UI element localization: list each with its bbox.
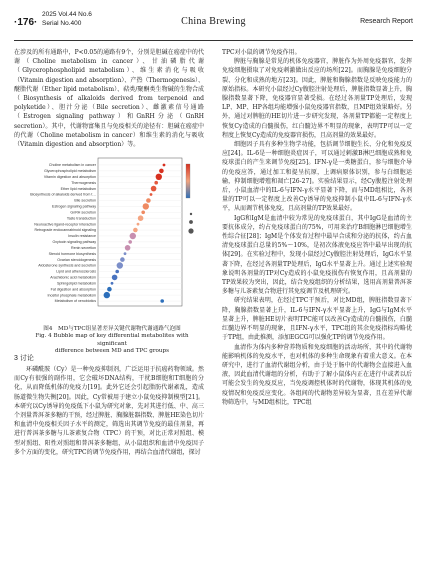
pathway-label: Oxytocin signaling pathway: [52, 240, 96, 245]
pathway-label: Sphingolipid metabolism: [57, 281, 96, 286]
pathway-label: Arachidonic acid metabolism: [50, 275, 96, 280]
paragraph-pathways: 在涉及的所有通路中，P<0.05的通路有9个，分别是胆碱在癌症中的代谢（Choline metabolism in cancer）、甘油磷脂代谢（Glycerophospholipid metabolism）、维生素消化与吸收（Vitamin digestion and absorption）、产热（Thermogenesis）、醚脂代谢（Ether lipid metabolism）、萜类/聚酮类生物碱的生物合成（Biosynthesis of alkaloids derived from terpenoid and polyketide）、胆汁分泌（Bile secretion）、雌激素信号通路（Estrogen signaling pathway）和GnRH分泌（GnRH secretion）。其中，代谢物富集且与免疫相关的途径有：胆碱在癌症中的代谢（Choline metabolism in cancer）和维生素的消化与吸收（Vitamin digestion and absorption）等。: [14, 49, 204, 149]
pathway-label: Fat digestion and absorption: [50, 287, 96, 292]
pathway-bubble: [137, 223, 140, 226]
pathway-label: Lipid and atherosclerosis: [56, 269, 96, 274]
pathway-bubble: [130, 233, 136, 239]
pathway-label: Insulin resistance: [68, 234, 96, 239]
figure-caption: [22, 326, 202, 356]
bubble-chart-figure: [14, 154, 210, 324]
pathway-label: Neuroactive ligand-receptor interaction: [34, 222, 96, 227]
pathway-bubble: [128, 240, 132, 244]
pathway-label: Metabolism of xenobiotics: [54, 299, 96, 304]
pathway-label: Thermogenesis: [71, 180, 96, 185]
pathway-label: Ether lipid metabolism: [60, 186, 96, 191]
pathway-label: Choline metabolism in cancer: [48, 163, 96, 168]
pathway-bubble: [146, 198, 151, 203]
pathway-bubble: [160, 299, 164, 303]
pathway-bubble: [141, 211, 145, 215]
pathway-label: Aldosterone synthesis and secretion: [38, 263, 96, 268]
pathway-label: Retrograde endocannabinoid signaling: [34, 228, 96, 233]
pathway-bubble: [111, 282, 114, 285]
page-number: ·176·: [14, 17, 38, 28]
chart-legend: [186, 164, 194, 234]
pathway-bubble: [117, 262, 123, 268]
report-type: Research Report: [360, 18, 413, 25]
pathway-bubble: [138, 215, 144, 221]
paragraph-r5: 研究结果表明，在经过TPC干预后，对比MD组，脾脏指数显著下降，胸腺指数显著上升，IL-6与IFN-γ水平显著上升，IgG与IgM水平显著上升，脾脏HE切片表明TPC能可以改善Cy造成的白髓损伤，白髓红髓边界不明显的现象，且IFN-γ水平，TPC组的其余免疫指标均略优于TP组，由此推测，添加EGCG可以强化TP的调节免疫作用。: [222, 297, 412, 342]
pathway-label: Renin secretion: [71, 245, 96, 250]
pathway-label: Glycerophospholipid metabolism: [44, 169, 96, 174]
pathway-bubble: [156, 174, 162, 180]
pathway-bubble: [107, 287, 112, 292]
volume-issue: 2025 Vol.44 No.6: [42, 11, 92, 18]
page-header: [14, 10, 413, 40]
pathway-label: Taste transduction: [66, 216, 96, 221]
caption-en-2: difference between MD and TPC groups: [55, 348, 169, 355]
pathway-bubble: [163, 164, 166, 167]
pathway-label: Steroid hormone biosynthesis: [48, 251, 96, 256]
caption-en-1: Fig. 4 Bubble map of key differential metabolites with significant: [35, 333, 189, 347]
pathway-bubble: [125, 245, 131, 251]
pathway-bubble: [115, 270, 119, 274]
pathway-label: Ovarian steroidogenesis: [57, 257, 96, 262]
paragraph-r1: TPC对小鼠的调节免疫作用。: [222, 49, 301, 56]
caption-cn: 图4 MD与TPC组显著差异关键代谢物代谢通路气泡图: [43, 326, 181, 332]
pathway-bubble: [150, 193, 153, 196]
pathway-bubble: [124, 252, 127, 255]
pathway-labels: [30, 163, 97, 303]
paragraph-discussion: 环磷酰胺（Cy）是一种免疫抑制剂，广泛运用于抗癌药物领域。然而Cy有很强的副作用，它会破坏DNA结构，干扰B细胞和T细胞的分化，从而降低机体的免疫力[19]。此外它还会引起脂肪代谢紊乱，造成肠道微生物失衡[20]。因此，Cy常被用于建立小鼠免疫抑制模型[21]。本研究以Cy诱导的免疫低下小鼠为研究对象，先对其进行低、中、高三个剂量普洱茶多糖的干预，经过脾脏、胸腺脏器指数、脾脏HE染色切片和血清中免疫相关因子水平的测定，筛选出其调节免疫的最佳剂量，再进行普洱茶多糖与儿茶素复合物（TPC）的干预，对比正常对照组、模型对照组、阳性对照组和普洱茶多糖组，从小鼠组织和血清中免疫因子多个方面的变化，研究TPC的调节免疫作用，再结合血清代谢组，探讨: [14, 366, 204, 456]
journal-title: China Brewing: [181, 16, 246, 27]
chart-frame: [98, 158, 182, 306]
pathway-bubble: [143, 203, 149, 209]
pathway-label: Bile secretion: [74, 198, 96, 203]
left-column-top: [14, 48, 204, 149]
section-title: 3 讨论: [14, 355, 34, 362]
header-rule: [14, 40, 413, 41]
serial-number: Serial No.400: [42, 20, 82, 27]
pathway-bubble: [151, 186, 157, 192]
paragraph-r6: 血清作为体内多种营养物质和免疫细胞的活动场所，其中的代谢物能影响机体的免疫水平，也对机体的多种生命现象有着重大意义。在本研究中，进行了血清代谢组分析，由于处于肠中的代谢物会直接进入血液，因此血清代谢组的分析，有助于了解小鼠体内正在进行中或者以后可能会发生的免疫反应，当免疫调控机体时的代谢物，体现其机体的免疫情况和免疫反应变化。各组间的代谢物差异较为显著，且在差异代谢物筛选中，与MD组相比，TPC组: [222, 343, 412, 406]
pathway-bubble: [159, 169, 164, 174]
pathway-label: Inositol phosphate metabolism: [47, 293, 96, 298]
pathway-bubble: [112, 275, 118, 281]
paragraph-r4: IgG和IgM是血清中较为常见的免疫球蛋白，其中IgG是血清的主要抗体成分，约占免疫球蛋白的75%，可用来治疗B细胞淋巴细胞增生性综合征[28]；IgM是个体发育过程中最早合成和分泌的抗体，约占血清免疫球蛋白总量的5%～10%，是初次体液免疫应答中最早出现的抗体[29]。在实验过程中，发现小鼠经过Cy腹腔注射处理后，IgG水平显著下降，在经过各剂量TP处理后，IgG水平显著上升。通过上述实验现象说明各剂量的TP对Cy造成的小鼠免疫损伤有恢复作用，且高剂量的TP效果较为突出，因此，结合免疫组织的分析结果，选用高剂量普洱茶多糖与儿茶素复合物进行其免疫调节及机理研究。: [222, 214, 412, 296]
pathway-bubble: [120, 257, 125, 262]
left-column-bottom: [14, 365, 204, 457]
pathway-label: GnRH secretion: [70, 210, 96, 215]
pathway-label: Estrogen signaling pathway: [52, 204, 96, 209]
right-column: [222, 48, 412, 407]
paragraph-r3: 细胞因子具有多种生物学功能，包括调节细胞生长、分化和免疫反应[24]。IL-6是一种细胞炎症因子，可以通过刺激B淋巴细胞成熟和免疫球蛋白的产生来调节免疫[25]。IFN-γ是一类糖蛋白，参与细胞介导的免疫应答，通过加工和提呈抗原，上调病原体识别，参与白细胞运输，抑制细胞增殖和凋亡[26-27]。实验结果显示，经Cy腹腔注射处理后，小鼠血清中的IL-6与IFN-γ水平显著下降，而与MD组相比，各剂量的TP可以一定程度上改善Cy诱导的免疫抑制小鼠中IL-6与IFN-γ水平，从而调节机体免疫，且高剂量的TP效果最好。: [222, 141, 412, 213]
pathway-bubble: [104, 292, 110, 298]
pathway-bubble: [133, 228, 138, 233]
pathway-label: Vitamin digestion and absorption: [43, 174, 96, 179]
paragraph-r2: 脾脏与胸腺是常见的机体免疫器官，脾脏作为外周免疫器官，发挥免疫细胞摄取了对免疫刺激做出反应的场所[22]。而胸腺是免疫细胞分裂、分化和成熟的地方[23]。因此，脾脏和胸腺指数是反映免疫能力的原始指标。本研究小鼠经过Cy腹腔注射处理后，脾脏指数显著上升，胸腺指数显著下降，免疫器官显著受损。在经过各剂量TP处理后，发现LP、MP、HP各组均能增强小鼠免疫器官指数，且MP组效果略好。另外，通过对脾脏的HE切片进一步研究发现，各剂量TP都能一定程度上恢复Cy造成的白髓损伤，红白髓边界不明显的现象，表明TP可以一定程度上恢复Cy造成的免疫器官损伤，且高剂量的效果最好。: [222, 58, 412, 139]
pathway-bubble: [154, 181, 158, 185]
pathway-label: Biosynthesis of alkaloids derived from t…: [30, 192, 96, 197]
